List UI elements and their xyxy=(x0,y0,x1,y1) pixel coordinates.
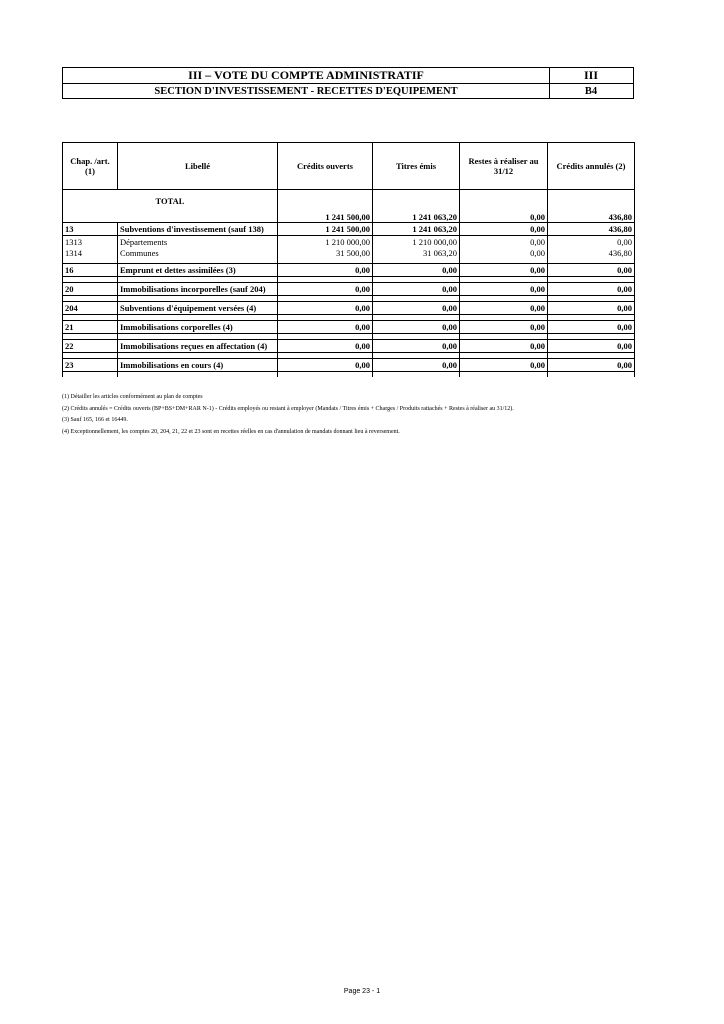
article-label: Départements xyxy=(118,236,278,248)
document-header xyxy=(62,67,634,99)
footnote-4: (4) Exceptionnellement, les comptes 20, 204, 21, 22 et 23 sont en recettes réelles en cas d'annulation de mandats donnant lieu à reversement. xyxy=(62,428,400,435)
article-credits-annules: 436,80 xyxy=(548,247,635,258)
col-header-libelle: Libellé xyxy=(118,143,278,190)
chapter-restes: 0,00 xyxy=(460,264,548,277)
chapter-code: 23 xyxy=(63,359,118,372)
chapter-titres-emis: 0,00 xyxy=(373,321,460,334)
section-code: III xyxy=(549,68,633,84)
chapter-restes: 0,00 xyxy=(460,321,548,334)
chapter-label: Immobilisations incorporelles (sauf 204) xyxy=(118,283,278,296)
chapter-code: 22 xyxy=(63,340,118,353)
chapter-credits-annules: 0,00 xyxy=(548,283,635,296)
spacer-cell xyxy=(63,372,118,378)
chapter-credits-annules: 0,00 xyxy=(548,340,635,353)
total-row xyxy=(63,190,635,223)
col-header-titres-emis: Titres émis xyxy=(373,143,460,190)
total-restes: 0,00 xyxy=(460,190,548,223)
chapter-credits-ouverts: 1 241 500,00 xyxy=(278,223,373,236)
chapter-label: Immobilisations corporelles (4) xyxy=(118,321,278,334)
recettes-table xyxy=(62,142,635,377)
chapter-code: 13 xyxy=(63,223,118,236)
article-label: Communes xyxy=(118,247,278,258)
chapter-credits-ouverts: 0,00 xyxy=(278,264,373,277)
spacer-cell xyxy=(373,372,460,378)
footnote-3: (3) Sauf 165, 166 et 16449. xyxy=(62,417,128,423)
total-titres-emis: 1 241 063,20 xyxy=(373,190,460,223)
chapter-restes: 0,00 xyxy=(460,283,548,296)
chapter-restes: 0,00 xyxy=(460,302,548,315)
total-credits-ouverts: 1 241 500,00 xyxy=(278,190,373,223)
chapter-restes: 0,00 xyxy=(460,359,548,372)
chapter-label: Immobilisations en cours (4) xyxy=(118,359,278,372)
chapter-label: Emprunt et dettes assimilées (3) xyxy=(118,264,278,277)
col-header-restes: Restes à réaliser au 31/12 xyxy=(460,143,548,190)
article-row xyxy=(63,236,635,248)
chapter-titres-emis: 1 241 063,20 xyxy=(373,223,460,236)
chapter-row xyxy=(63,283,635,296)
chapter-row xyxy=(63,264,635,277)
total-credits-annules: 436,80 xyxy=(548,190,635,223)
chapter-code: 20 xyxy=(63,283,118,296)
total-label: TOTAL xyxy=(63,190,278,223)
chapter-restes: 0,00 xyxy=(460,340,548,353)
chapter-label: Immobilisations reçues en affectation (4) xyxy=(118,340,278,353)
chapter-titres-emis: 0,00 xyxy=(373,302,460,315)
col-header-credits-annules: Crédits annulés (2) xyxy=(548,143,635,190)
subsection-code: B4 xyxy=(584,86,598,97)
chapter-credits-annules: 436,80 xyxy=(548,223,635,236)
chapter-label: Subventions d'équipement versées (4) xyxy=(118,302,278,315)
chapter-titres-emis: 0,00 xyxy=(373,340,460,353)
spacer-cell xyxy=(278,372,373,378)
page-title: III – VOTE DU COMPTE ADMINISTRATIF xyxy=(63,68,549,84)
article-restes: 0,00 xyxy=(460,247,548,258)
chapter-credits-ouverts: 0,00 xyxy=(278,340,373,353)
chapter-code: 16 xyxy=(63,264,118,277)
article-code: 1314 xyxy=(63,247,118,258)
footnote-1: (1) Détailler les articles conformément au plan de comptes xyxy=(62,394,203,400)
article-code: 1313 xyxy=(63,236,118,248)
chapter-row xyxy=(63,321,635,334)
article-restes: 0,00 xyxy=(460,236,548,248)
row-spacer xyxy=(63,372,635,378)
footnote-2: (2) Crédits annulés = Crédits ouverts (BP+BS+DM+RAR N-1) - Crédits employés ou restant à employer (Mandats / Titres émis + Charges / Produits rattachés + Restes à réaliser au 31/12). xyxy=(62,405,514,412)
article-credits-ouverts: 1 210 000,00 xyxy=(278,236,373,248)
chapter-row xyxy=(63,359,635,372)
header-title-block xyxy=(63,68,550,98)
chapter-credits-ouverts: 0,00 xyxy=(278,321,373,334)
table-header-row xyxy=(63,143,635,190)
chapter-credits-ouverts: 0,00 xyxy=(278,283,373,296)
chapter-credits-ouverts: 0,00 xyxy=(278,302,373,315)
article-row xyxy=(63,247,635,258)
col-header-chap: Chap. /art. (1) xyxy=(63,143,118,190)
chapter-titres-emis: 0,00 xyxy=(373,283,460,296)
chapter-credits-annules: 0,00 xyxy=(548,264,635,277)
chapter-label: Subventions d'investissement (sauf 138) xyxy=(118,223,278,236)
page-number: Page 23 - 1 xyxy=(343,988,381,995)
article-credits-annules: 0,00 xyxy=(548,236,635,248)
col-header-credits-ouverts: Crédits ouverts xyxy=(278,143,373,190)
chapter-credits-annules: 0,00 xyxy=(548,359,635,372)
spacer-cell xyxy=(548,372,635,378)
spacer-cell xyxy=(460,372,548,378)
chapter-credits-annules: 0,00 xyxy=(548,321,635,334)
article-titres-emis: 31 063,20 xyxy=(373,247,460,258)
spacer-cell xyxy=(118,372,278,378)
chapter-titres-emis: 0,00 xyxy=(373,264,460,277)
chapter-restes: 0,00 xyxy=(460,223,548,236)
chapter-code: 21 xyxy=(63,321,118,334)
chapter-row xyxy=(63,302,635,315)
chapter-credits-annules: 0,00 xyxy=(548,302,635,315)
chapter-titres-emis: 0,00 xyxy=(373,359,460,372)
chapter-row xyxy=(63,340,635,353)
section-subtitle: SECTION D'INVESTISSEMENT - RECETTES D'EQUIPEMENT xyxy=(154,86,458,97)
article-credits-ouverts: 31 500,00 xyxy=(278,247,373,258)
article-titres-emis: 1 210 000,00 xyxy=(373,236,460,248)
chapter-credits-ouverts: 0,00 xyxy=(278,359,373,372)
header-code-block xyxy=(549,68,633,98)
footnotes xyxy=(62,392,662,438)
chapter-row xyxy=(63,223,635,236)
chapter-code: 204 xyxy=(63,302,118,315)
